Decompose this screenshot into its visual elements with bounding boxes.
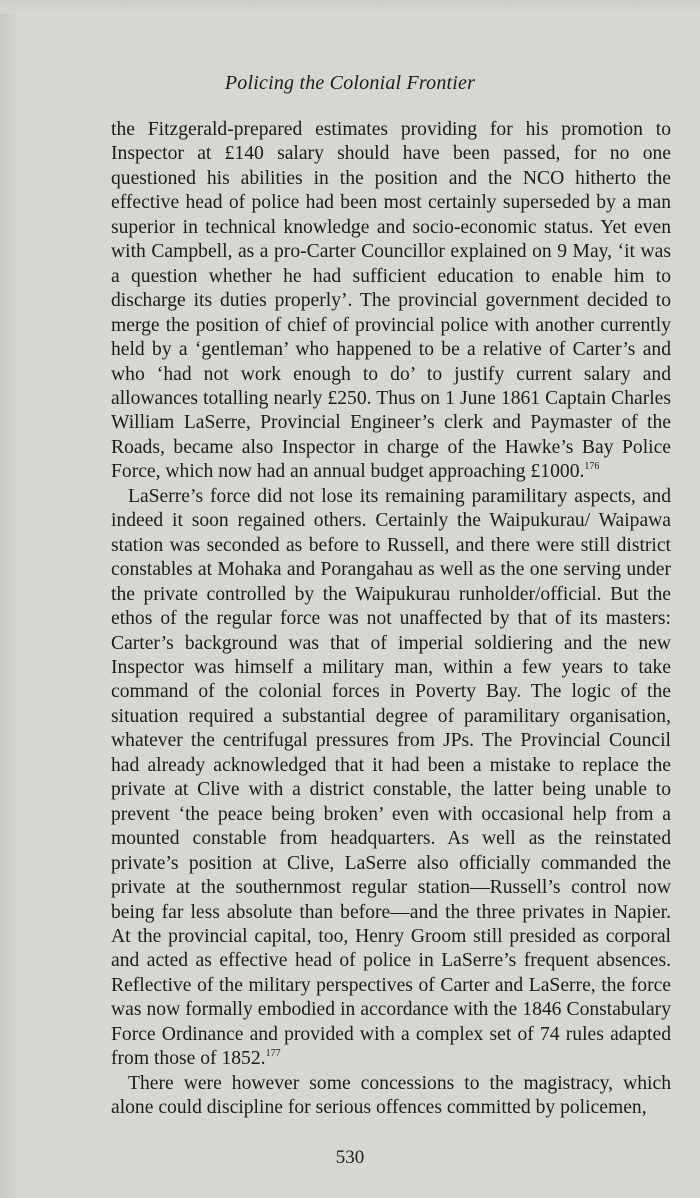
- page-edge-shadow: [0, 0, 18, 1198]
- body-text: [111, 118, 671, 1121]
- paragraph-1: [111, 118, 671, 485]
- paragraph-2: [111, 485, 671, 1072]
- footnote-ref-177[interactable]: 177: [265, 1048, 281, 1060]
- page-number: 530: [335, 1147, 365, 1168]
- page-top-shadow: [0, 0, 700, 14]
- paragraph-2-text: LaSerre’s force did not lose its remaining paramilitary aspects, and indeed it soon regained others. Certainly the Waipukurau/ Waipawa station was seconded as before to Russell, and there were still district constables at Mohaka and Porangahau as well as the one serving under the private controlled by the Waipukurau runholder/official. But the ethos of the regular force was not unaffected by that of its masters: Carter’s background was that of imperial soldiering and the new Inspector was himself a military man, within a few years to take command of the colonial forces in Poverty Bay. The logic of the situation required a substantial degree of paramilitary organisation, whatever the centrifugal pressures from JPs. The Provincial Council had already acknowledged that it had been a mistake to replace the private at Clive with a district constable, the latter being unable to prevent ‘the peace being broken’ even with occasional help from a mounted constable from headquarters. As well as the reinstated private’s position at Clive, LaSerre also officially commanded the private at the southernmost regular station—Russell’s control now being far less absolute than before—and the three privates in Napier. At the provincial capital, too, Henry Groom still presided as corporal and acted as effective head of police in LaSerre’s frequent absences. Reflective of the military perspectives of Carter and LaSerre, the force was now formally embodied in accordance with the 1846 Constabulary Force Ordinance and provided with a complex set of 74 rules adapted from those of 1852.: [111, 485, 671, 1070]
- footnote-ref-176[interactable]: 176: [584, 461, 600, 473]
- paragraph-3: [111, 1072, 671, 1121]
- paragraph-3-text: There were however some concessions to the magistracy, which alone could discipline for serious offences committed by policemen,: [111, 1072, 671, 1119]
- paragraph-1-text: the Fitzgerald-prepared estimates providing for his promotion to Inspector at £140 salary should have been passed, for no one questioned his abilities in the position and the NCO hitherto the effective head of police had been most certainly superseded by a man superior in technical knowledge and socio-economic status. Yet even with Campbell, as a pro-Carter Councillor explained on 9 May, ‘it was a question whether he had sufficient education to enable him to discharge its duties properly’. The provincial government decided to merge the position of chief of provincial police with another currently held by a ‘gentleman’ who happened to be a relative of Carter’s and who ‘had not work enough to do’ to justify current salary and allowances totalling nearly £250. Thus on 1 June 1861 Captain Charles William LaSerre, Provincial Engineer’s clerk and Paymaster of the Roads, became also Inspector in charge of the Hawke’s Bay Police Force, which now had an annual budget approaching £1000.: [111, 119, 671, 483]
- running-head: Policing the Colonial Frontier: [224, 72, 476, 94]
